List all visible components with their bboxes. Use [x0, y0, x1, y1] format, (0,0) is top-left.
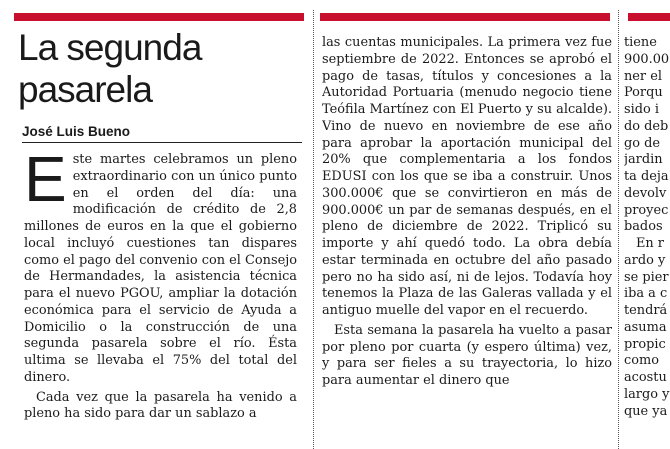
headline: La segunda pasarela	[18, 27, 202, 110]
column-3-line: Porqu	[624, 85, 663, 101]
column-3-line: asuma	[624, 319, 667, 335]
column-3-line: sido i	[624, 102, 659, 117]
paragraph-4: Esta semana la pasarela ha vuelto a pasar por pleno por cuarta (y espero última) vez, y para ser fieles a su trayectoria, lo hizo para aumentar el dinero que	[322, 322, 612, 388]
paragraph-1: Este martes celebramos un pleno extraordinario con un único punto en el orden del día: una modificación de crédito de 2,8 millones de euros en la que el gobierno local incluyó cuestiones tan dispares como el pago del convenio con el Consejo de Hermandades, la asistencia técnica para el nuevo PGOU, ampliar la dotación económica para el servicio de Ayuda a Domicilio o la construcción de una segunda pasarela sobre el río. Ésta ultima se llevaba el 75% del total del dinero.	[24, 152, 297, 385]
column-top-bar-3	[628, 13, 670, 21]
column-3-line: ardo y	[624, 252, 666, 268]
column-separator-2	[618, 10, 619, 449]
column-3-line: que ya	[624, 403, 668, 419]
drop-cap: E	[24, 152, 67, 215]
column-3-line: acostu	[624, 370, 667, 385]
column-separator-1	[313, 10, 314, 449]
column-3-line: ner el	[624, 68, 662, 84]
column-top-bar-2	[320, 13, 610, 21]
column-3-line: se pier	[624, 269, 669, 285]
column-1	[24, 152, 297, 449]
column-3-line: go de	[624, 135, 660, 151]
author-byline: José Luis Bueno	[22, 124, 302, 143]
column-3-line: tiene	[624, 35, 657, 50]
column-3-line: ta deja	[624, 169, 669, 184]
column-3-line: iba a c	[624, 286, 668, 302]
column-3-line: proyec	[624, 202, 669, 218]
column-3-line: largo y	[624, 386, 670, 402]
paragraph-3: las cuentas municipales. La primera vez fue septiembre de 2022. Entonces se aprobó el pago de tasas, títulos y concesiones a la Autoridad Portuaria (menudo negocio tiene Teófila Martínez con El Puerto y su alcalde). Vino de nuevo en noviembre de ese año para aprobar la aportación municipal del 20% que complementaria a los fondos EDUSI con los que se iba a construir. Unos 300.000€ que se convirtieron en más de 900.000€ un par de semanas después, en el pleno de diciembre de 2022. Triplicó su importe y ahí quedó todo. La obra debía estar terminada en octubre del año pasado pero no ha sido así, ni de lejos. Todavía hoy tenemos la Plaza de las Galeras vallada y el antiguo muelle del vapor en el recuerdo.	[322, 35, 612, 318]
column-3	[624, 35, 670, 449]
column-2	[322, 35, 612, 449]
column-3-line: jardin	[624, 152, 663, 168]
column-3-line: propic	[624, 336, 666, 352]
column-3-line: En r	[636, 236, 664, 251]
paragraph-2: Cada vez que la pasarela ha venido a pleno ha sido para dar un sablazo a	[24, 389, 297, 422]
column-3-line: do deb	[624, 118, 669, 134]
column-top-bar-1	[14, 13, 304, 21]
column-3-line: bados	[624, 219, 663, 235]
column-3-line: tendrá	[624, 303, 668, 318]
column-3-line: 900.00	[624, 51, 670, 67]
column-3-line: como	[624, 353, 659, 369]
column-3-line: devolv	[624, 185, 667, 201]
